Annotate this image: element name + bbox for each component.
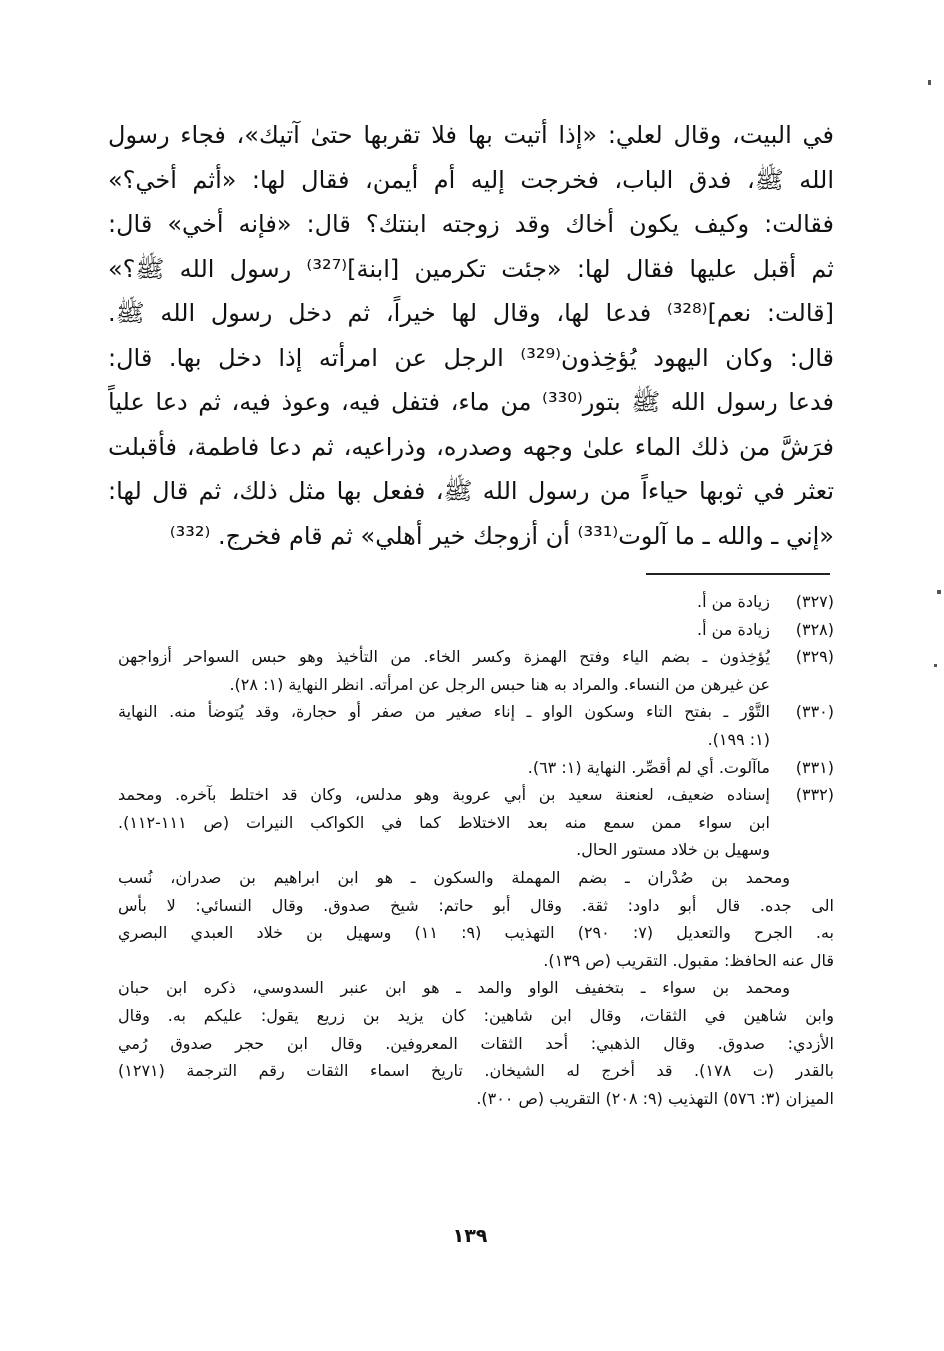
footnote-paragraph-line: الى جده. قال أبو داود: ثقة. وقال أبو حاتم: شيخ صدوق. وقال النسائي: لا بأس bbox=[118, 895, 834, 915]
footnote-line: ماآلوت. أي لم أقصِّر. النهاية (١: ٦٣). bbox=[527, 757, 770, 777]
body-line: في البيت، وقال لعلي: «إذا أتيت بها فلا تقربها حتىٰ آتيك»، فجاء رسول bbox=[108, 121, 834, 149]
footnote-paragraph-line: ومحمد بن صُدْران ـ بضم المهملة والسكون ـ هو ابن ابراهيم بن صدران، نُسب bbox=[118, 867, 790, 887]
footnote-number: (٣٣٠) bbox=[795, 702, 834, 722]
body-line: الله ﷺ، فدق الباب، فخرجت إليه أم أيمن، فقال لها: «أثم أخي؟» bbox=[108, 165, 834, 194]
footnote bbox=[118, 781, 834, 864]
footnote-line: ابن سواء ممن سمع منه بعد الاختلاط كما في الكواكب النيرات (ص ١١١-١١٢). bbox=[118, 812, 770, 832]
body-line: فدعا رسول الله ﷺ بتور⁽³³⁰⁾ من ماء، فتفل فيه، وعوذ فيه، ثم دعا علياً bbox=[108, 388, 834, 416]
footnote-number: (٣٢٩) bbox=[795, 647, 834, 667]
footnote-number: (٣٢٨) bbox=[795, 619, 834, 639]
footnote bbox=[118, 616, 834, 644]
footnote-line: التَّوْر ـ بفتح التاء وسكون الواو ـ إناء صغير من صفر أو حجارة، وقد يُتوضأ منه. النهاية bbox=[118, 702, 770, 722]
footnote-number: (٣٣١) bbox=[795, 757, 834, 777]
scan-speck bbox=[934, 664, 937, 667]
scan-speck bbox=[928, 80, 931, 85]
footnote bbox=[118, 754, 834, 782]
body-line: قال: وكان اليهود يُؤخِذون⁽³²⁹⁾ الرجل عن امرأته إذا دخل بها. قال: bbox=[108, 343, 834, 372]
footnote-number: (٣٣٢) bbox=[795, 785, 834, 805]
body-line: فرَشَّ من ذلك الماء علىٰ وجهه وصدره، وذراعيه، ثم دعا فاطمة، فأقبلت bbox=[108, 432, 834, 461]
scan-speck bbox=[937, 590, 941, 594]
footnote-paragraph-line: وابن شاهين في الثقات، وقال ابن شاهين: كان يزيد بن زريع يقول: عليكم به. وقال bbox=[118, 1005, 834, 1025]
body-line: ثم أقبل عليها فقال لها: «جئت تكرمين [ابنة]⁽³²⁷⁾ رسول الله ﷺ؟» bbox=[108, 254, 834, 283]
footnote-number: (٣٢٧) bbox=[795, 592, 834, 611]
footnote-paragraph-line: قال عنه الحافظ: مقبول. التقريب (ص ١٣٩). bbox=[543, 950, 834, 970]
footnotes-section bbox=[118, 588, 834, 1112]
footnote bbox=[118, 643, 834, 698]
footnote-line: يُؤخِذون ـ بضم الياء وفتح الهمزة وكسر الخاء. من التأخيذ وهو حبس السواحر أزواجهن bbox=[118, 647, 770, 667]
footnote-paragraph-line: الميزان (٣: ٥٧٦) التهذيب (٩: ٢٠٨) التقريب (ص ٣٠٠). bbox=[476, 1088, 834, 1108]
footnote-paragraph bbox=[118, 974, 834, 1112]
footnote-line: إسناده ضعيف، لعنعنة سعيد بن أبي عروبة وهو مدلس، وكان قد اختلط بآخره. ومحمد bbox=[118, 785, 770, 805]
footnote-line: وسهيل بن خلاد مستور الحال. bbox=[576, 840, 770, 860]
footnote-paragraph-line: به. الجرح والتعديل (٧: ٢٩٠) التهذيب (٩: ١١) وسهيل بن خلاد العبدي البصري bbox=[118, 923, 834, 943]
footnote-line: زيادة من أ. bbox=[696, 619, 770, 639]
footnote-paragraph bbox=[118, 864, 834, 974]
footnote-paragraph-line: الأزدي: صدوق. وقال الذهبي: أحد الثقات المعروفين. وقال ابن حجر صدوق رُمي bbox=[118, 1033, 834, 1053]
body-line: [قالت: نعم]⁽³²⁸⁾ فدعا لها، وقال لها خيراً، ثم دخل رسول الله ﷺ. bbox=[108, 299, 834, 327]
footnote-line: زيادة من أ. bbox=[696, 592, 770, 611]
footnote bbox=[118, 698, 834, 753]
footnote bbox=[118, 588, 834, 616]
footnote-line: (١: ١٩٩). bbox=[707, 729, 770, 749]
main-body-text bbox=[108, 113, 834, 558]
page-number: ١٣٩ bbox=[452, 1225, 488, 1247]
footnote-separator bbox=[646, 573, 830, 575]
footnote-paragraph-line: ومحمد بن سواء ـ بتخفيف الواو والمد ـ هو ابن عنبر السدوسي، ذكره ابن حبان bbox=[118, 978, 790, 998]
body-line: «إني ـ والله ـ ما آلوت⁽³³¹⁾ أن أزوجك خير أهلي» ثم قام فخرج. ⁽³³²⁾ bbox=[169, 521, 834, 550]
footnote-line: عن غيرهن من النساء. والمراد به هنا حبس الرجل عن امرأته. انظر النهاية (١: ٢٨). bbox=[229, 674, 770, 694]
body-line: فقالت: وكيف يكون أخاك وقد زوجته ابنتك؟ قال: «فإنه أخي» قال: bbox=[108, 210, 834, 238]
body-line: تعثر في ثوبها حياءاً من رسول الله ﷺ، ففعل بها مثل ذلك، ثم قال لها: bbox=[108, 477, 834, 505]
footnote-paragraph-line: بالقدر (ت ١٧٨). قد أخرج له الشيخان. تاريخ اسماء الثقات رقم الترجمة (١٢٧١) bbox=[118, 1061, 834, 1081]
